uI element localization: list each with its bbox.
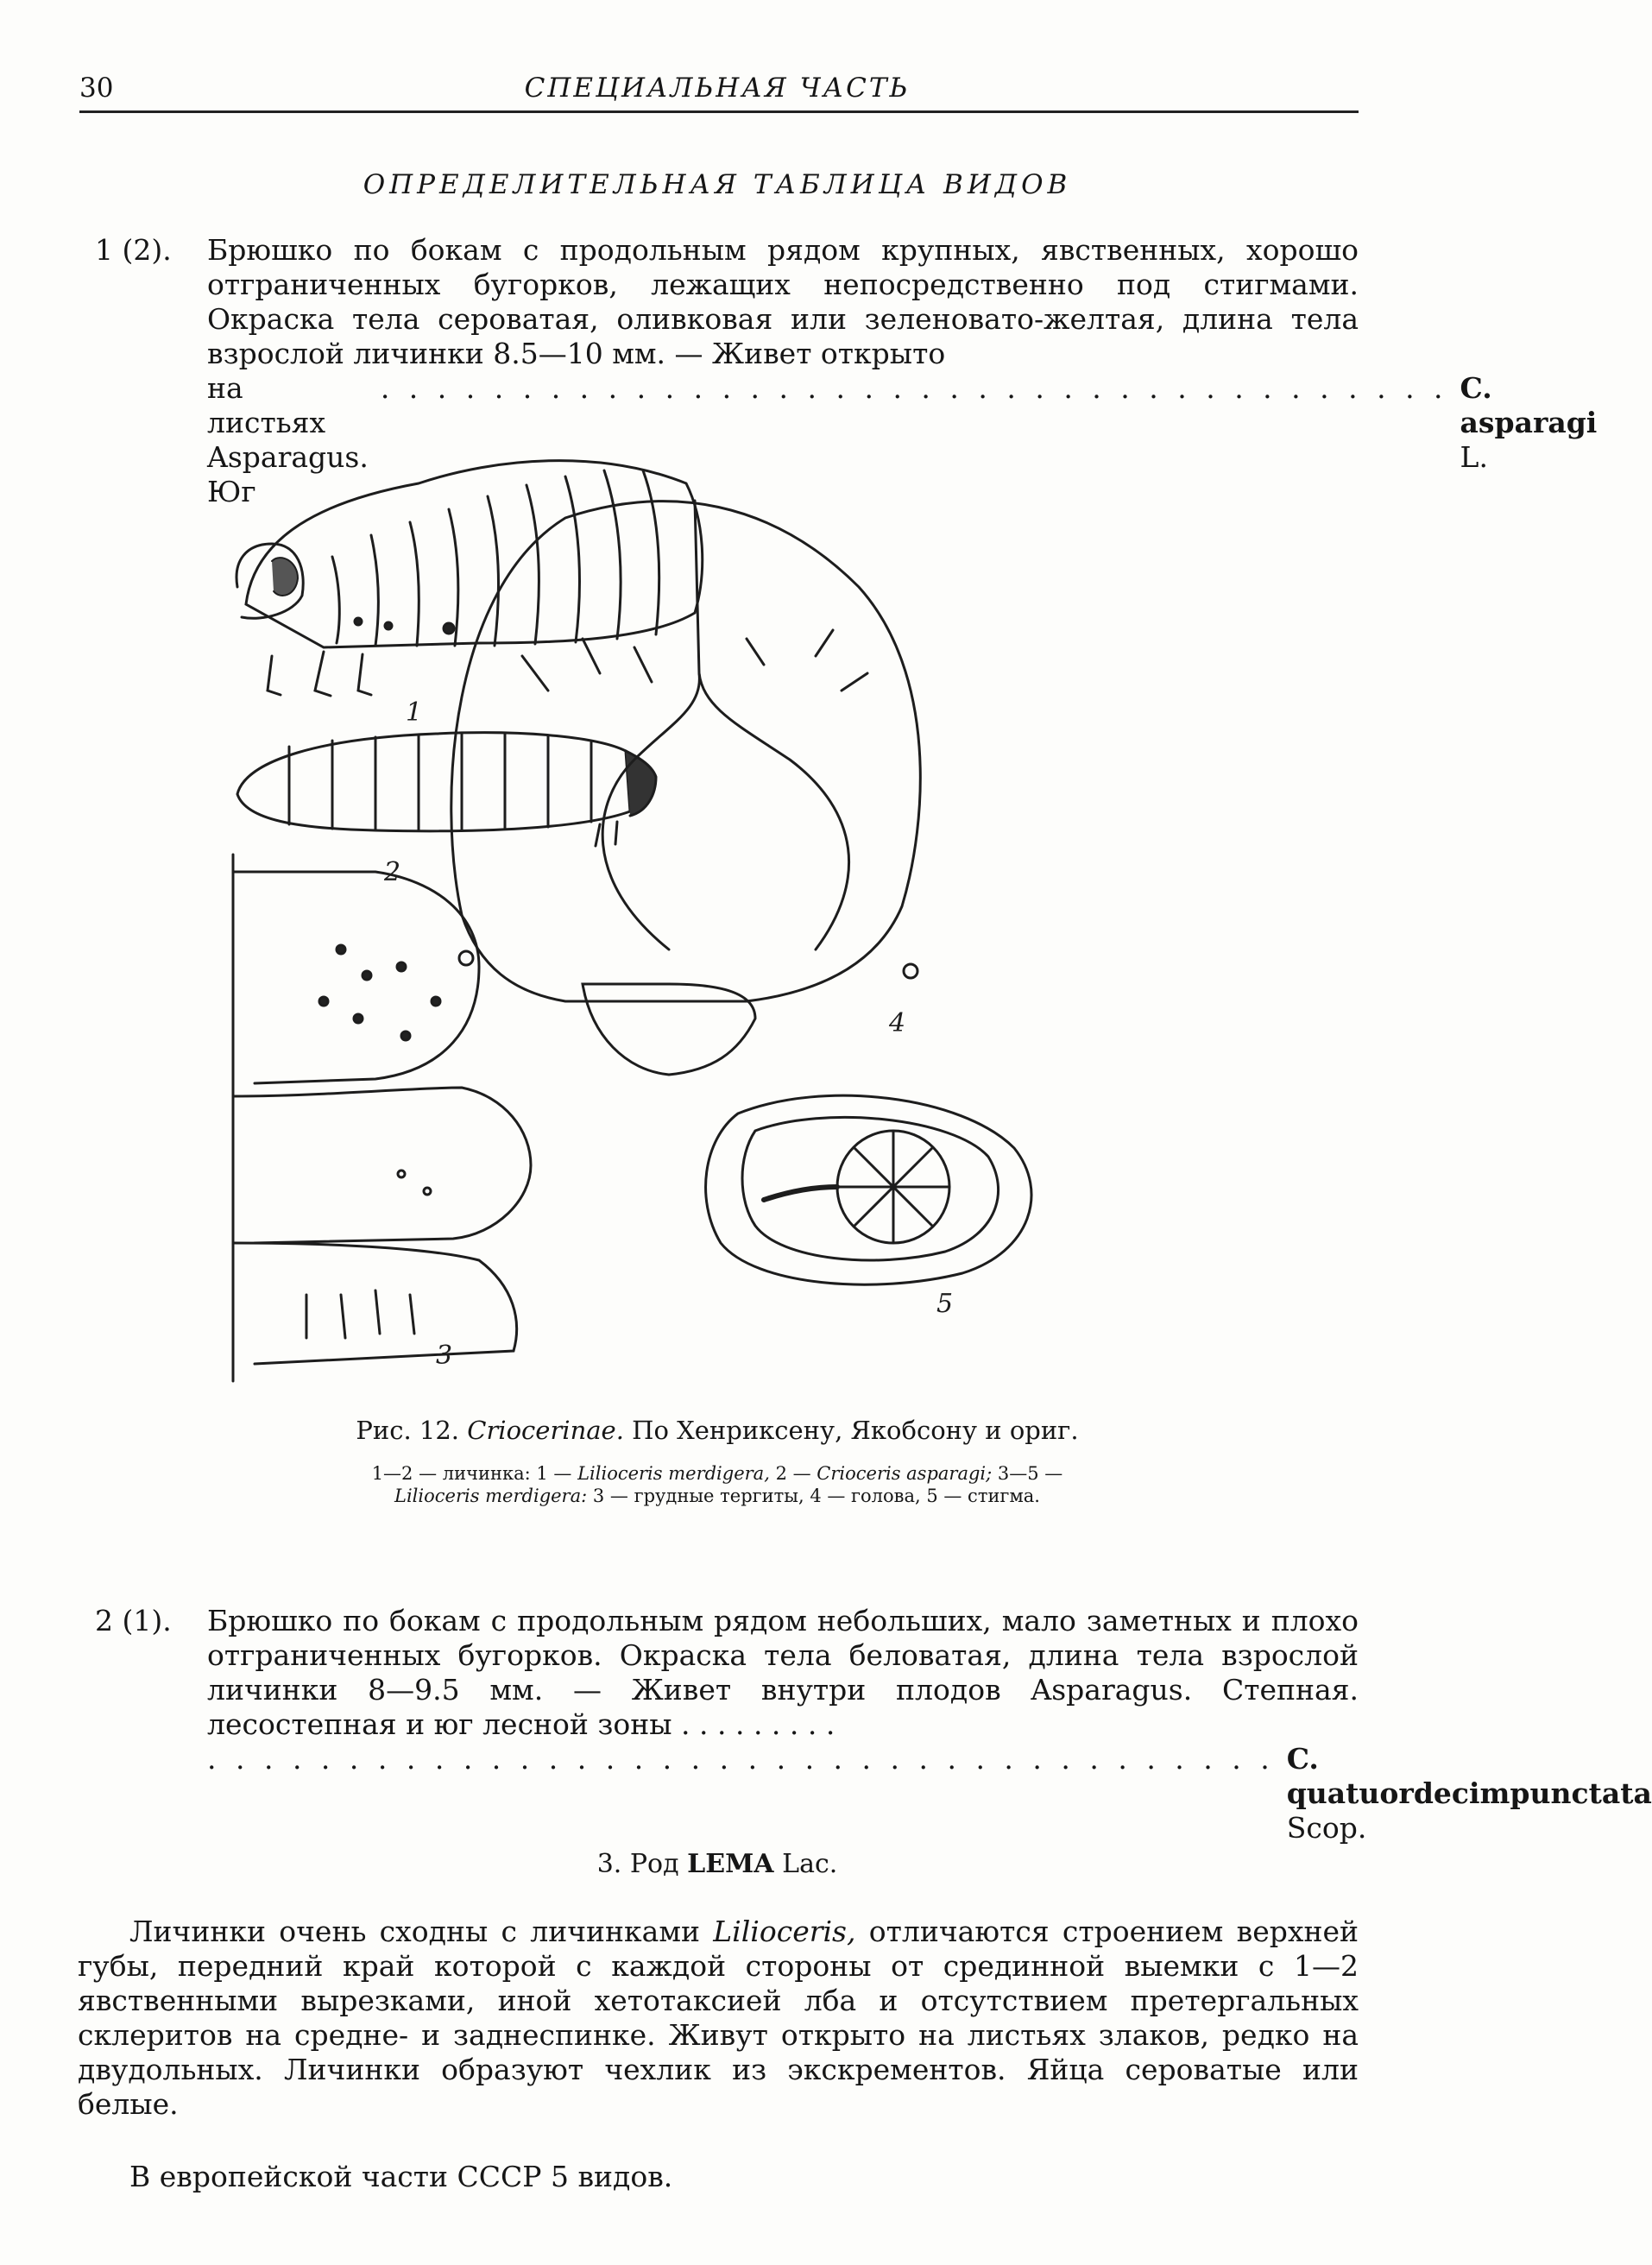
- dot-leader: . . . . . . . . . . . . . . . . . . . . . . . . . . . . . . . . . . . . . .: [207, 1742, 1275, 1776]
- figure-label-2: 2: [384, 857, 401, 887]
- paragraph-text: Личинки очень сходны с личинками: [129, 1915, 700, 1948]
- key-entry-2: [95, 1604, 1652, 1845]
- dot-leader: . . . . . . . . . . . . . . . . . . . . . . . . . . . . . . . . . . . . . .: [380, 371, 1448, 405]
- caption-taxon: Crioceris asparagi;: [817, 1463, 993, 1484]
- caption-rest: По Хенриксену, Якобсону и ориг.: [632, 1416, 1079, 1445]
- figure-label-3: 3: [436, 1341, 453, 1371]
- species-author: L.: [1460, 440, 1488, 474]
- caption-text: 2 —: [775, 1463, 811, 1484]
- species-name: C. asparagi: [1460, 371, 1598, 439]
- figure-label-5: 5: [936, 1289, 954, 1319]
- caption-taxon: Lilioceris merdigera,: [577, 1463, 770, 1484]
- dot-leader: . . . . . . . . .: [681, 1707, 835, 1741]
- species-count-paragraph: В европейской части СССР 5 видов.: [129, 2160, 673, 2193]
- entry-last-line: на листьях Asparagus. Юг: [207, 371, 369, 508]
- figure-caption: [0, 1416, 1434, 1445]
- genus-name: LEMA: [687, 1849, 774, 1879]
- genus-description: [78, 1915, 1359, 2122]
- running-title: СПЕЦИАЛЬНАЯ ЧАСТЬ: [524, 73, 911, 104]
- header-rule: [79, 110, 1359, 113]
- entry-text: Брюшко по бокам с продольным рядом крупных, явственных, хорошо отграниченных бугорков, лежащих непосредственно под стигмами. Окраска тела сероватая, оливковая или зеленовато-желтая, длина тела взрослой личинки 8.5—10 мм. — Живет открыто: [207, 233, 1359, 370]
- caption-prefix: Рис. 12.: [356, 1416, 460, 1445]
- caption-text: 3—5 —: [997, 1463, 1063, 1484]
- figure-criocerinae-larvae: [220, 432, 1213, 1390]
- caption-text: 3 — грудные тергиты, 4 — голова, 5 — стигма.: [592, 1486, 1040, 1506]
- caption-taxon: Criocerinae.: [467, 1416, 624, 1445]
- entry-number: 2 (1).: [95, 1604, 172, 1637]
- genus-heading: [0, 1849, 1434, 1879]
- genus-author: Lac.: [782, 1849, 838, 1879]
- species-author: Scop.: [1286, 1811, 1367, 1845]
- entry-text: Брюшко по бокам с продольным рядом небольших, мало заметных и плохо отграниченных бугорков. Окраска тела беловатая, длина тела взрослой личинки 8—9.5 мм. — Живет внутри плодов Asparagus. Степная. лесостепная и юг лесной зоны: [207, 1604, 1359, 1741]
- stigma-drawing: [706, 1095, 1031, 1284]
- section-title: ОПРЕДЕЛИТЕЛЬНАЯ ТАБЛИЦА ВИДОВ: [363, 169, 1072, 200]
- caption-detail-line-1: [0, 1462, 1434, 1485]
- paragraph-text: отличаются строением верхней губы, передний край которой с каждой стороны от срединной выемки с 1—2 явственными вырезками, иной хетотаксией лба и отсутствием претергальных склеритов на средне- и заднеспинке. Живут открыто на листьях злаков, редко на двудольных. Личинки образуют чехлик из экскрементов. Яйца сероватые или белые.: [78, 1915, 1359, 2121]
- thoracic-tergites-drawing: [233, 855, 531, 1381]
- caption-taxon: Lilioceris merdigera:: [394, 1486, 588, 1506]
- paragraph-taxon: Lilioceris,: [713, 1915, 856, 1948]
- entry-number: 1 (2).: [95, 233, 172, 267]
- larva-lateral-drawing: [237, 733, 656, 846]
- figure-label-4: 4: [889, 1008, 906, 1038]
- page-number: 30: [79, 73, 114, 104]
- caption-text: 1—2 — личинка: 1 —: [371, 1463, 572, 1484]
- species-name: C. quatuordecimpunctata: [1286, 1742, 1652, 1810]
- caption-detail-line-2: [0, 1485, 1434, 1507]
- figure-label-1: 1: [406, 697, 423, 728]
- larva-head-drawing: [451, 501, 921, 1075]
- genus-prefix: 3. Род: [596, 1849, 679, 1879]
